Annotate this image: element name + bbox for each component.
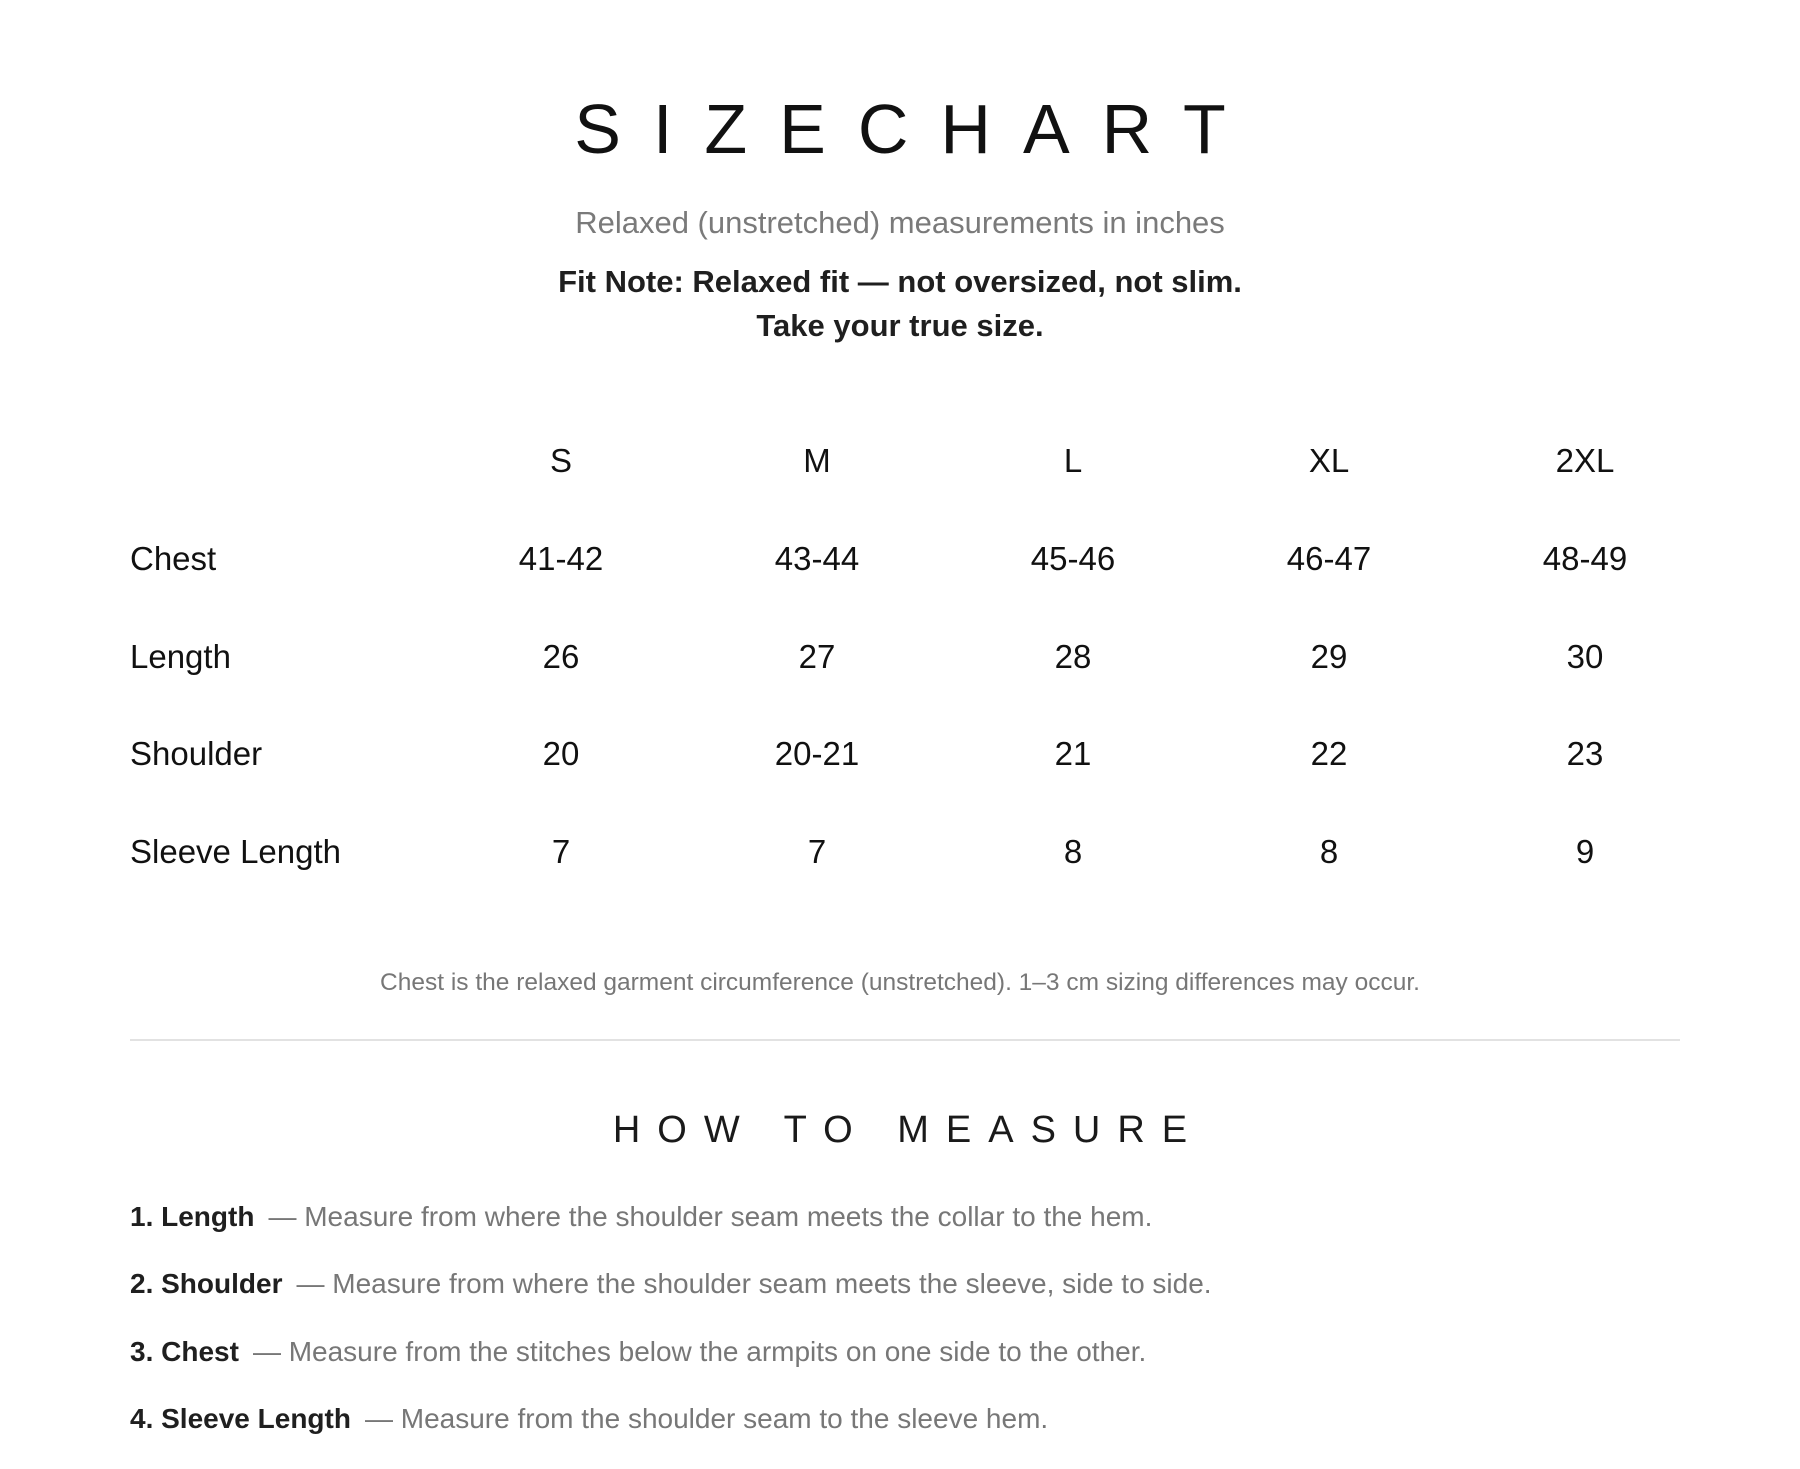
measure-term: 3. Chest: [130, 1335, 239, 1367]
how-to-measure-title: HOW TO MEASURE: [612, 1109, 1205, 1151]
size-header-m: M: [803, 442, 831, 479]
row-label-shoulder: Shoulder: [130, 735, 263, 772]
table-cell: 8: [1063, 832, 1083, 870]
measure-term: 1. Length: [130, 1201, 255, 1232]
measure-term: 4. Sleeve Length: [130, 1402, 351, 1434]
table-cell: 29: [1310, 637, 1348, 675]
table-cell: 45-46: [1030, 540, 1116, 577]
row-label-chest: Chest: [130, 540, 217, 577]
page-subtitle: Relaxed (unstretched) measurements in inches: [575, 205, 1225, 240]
table-cell: 7: [807, 832, 827, 870]
row-label-sleeve-length: Sleeve Length: [130, 832, 342, 870]
size-header-2xl: 2XL: [1555, 442, 1615, 479]
table-cell: 22: [1310, 735, 1348, 772]
measure-term: 2. Shoulder: [130, 1268, 283, 1300]
fit-note: [0, 260, 1800, 348]
list-item: [130, 1335, 1680, 1402]
fit-note-line: Fit Note: Relaxed fit — not oversized, not slim.: [558, 264, 1242, 299]
table-cell: 20: [542, 735, 580, 772]
table-cell: 46-47: [1286, 540, 1372, 577]
table-cell: 43-44: [774, 540, 860, 577]
size-header-row: [130, 412, 1713, 510]
list-item: [130, 1402, 1680, 1469]
size-table: [130, 412, 1713, 900]
measure-description: — Measure from the stitches below the armpits on one side to the other.: [252, 1335, 1147, 1367]
row-label-length: Length: [130, 637, 231, 675]
table-row: [130, 608, 1713, 706]
table-cell: 28: [1054, 637, 1092, 675]
table-cell: 8: [1319, 832, 1339, 870]
table-row: [130, 803, 1713, 901]
measure-description: — Measure from where the shoulder seam meets the collar to the hem.: [268, 1201, 1153, 1232]
table-cell: 23: [1566, 735, 1604, 772]
list-item: [130, 1267, 1680, 1334]
measure-description: — Measure from where the shoulder seam meets the sleeve, side to side.: [296, 1268, 1212, 1300]
table-cell: 48-49: [1542, 540, 1628, 577]
table-cell: 27: [798, 637, 836, 675]
table-cell: 7: [551, 832, 571, 870]
table-cell: 21: [1054, 735, 1092, 772]
corner-cell: [130, 412, 433, 510]
fit-note-line: Take your true size.: [756, 308, 1044, 343]
table-cell: 9: [1575, 832, 1595, 870]
size-header-xl: XL: [1308, 442, 1350, 479]
sizing-footnote: Chest is the relaxed garment circumference (unstretched). 1–3 cm sizing differences may occur.: [380, 969, 1420, 996]
size-header-l: L: [1063, 442, 1083, 479]
list-item: [130, 1200, 1680, 1267]
size-header-s: S: [549, 442, 572, 479]
page-title: SIZECHART: [574, 90, 1258, 168]
table-row: [130, 705, 1713, 803]
table-cell: 41-42: [518, 540, 604, 577]
table-cell: 30: [1566, 637, 1604, 675]
section-divider: [130, 1039, 1680, 1041]
table-cell: 26: [542, 637, 580, 675]
how-to-measure-list: [130, 1200, 1680, 1469]
table-row: [130, 510, 1713, 608]
table-cell: 20-21: [774, 735, 860, 772]
measure-description: — Measure from the shoulder seam to the sleeve hem.: [364, 1402, 1049, 1434]
